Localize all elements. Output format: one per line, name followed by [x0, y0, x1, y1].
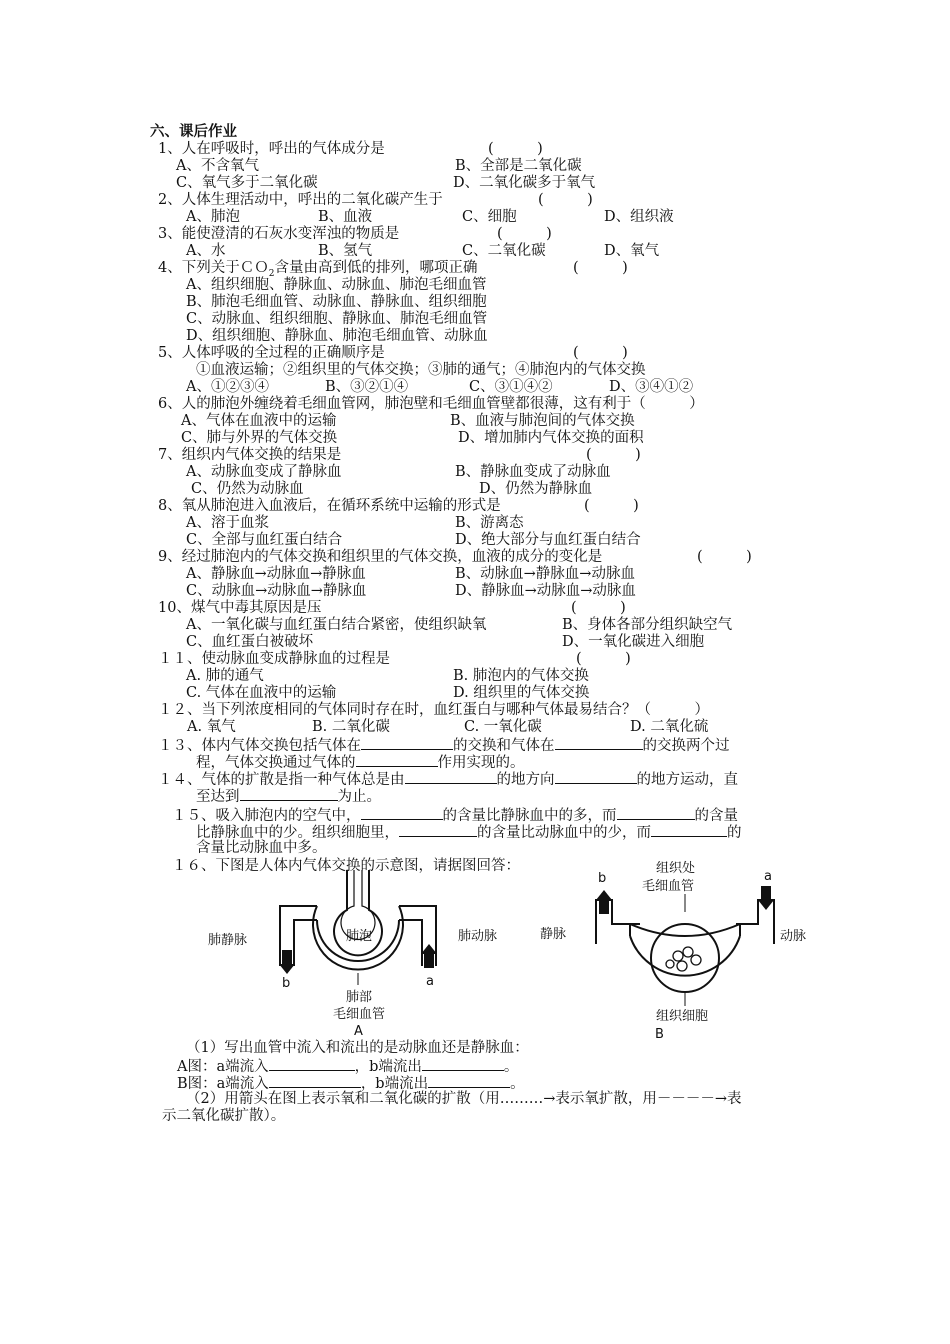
- q13-blank-3[interactable]: [356, 753, 438, 767]
- q2-answer-paren[interactable]: ( ): [538, 192, 593, 208]
- q1-option-b: B、全部是二氧化碳: [455, 158, 582, 174]
- q10-option-d: D、一氧化碳进入细胞: [562, 634, 705, 650]
- sub2-line2: 示二氧化碳扩散）。: [162, 1108, 286, 1124]
- q7-option-b: B、静脉血变成了动脉血: [455, 464, 611, 480]
- figb-label-tissue-cell: 组织细胞: [656, 1009, 709, 1024]
- q5-option-b: B、③②①④: [325, 379, 409, 395]
- figure-b-tissue-diagram: [540, 860, 830, 1040]
- q12-stem: １２、当下列浓度相同的气体同时存在时，血红蛋白与哪种气体最易结合？（ ）: [158, 702, 709, 718]
- q4-stem: 4、下列关于ＣＯ$_2$含量由高到低的排列，哪项正确: [158, 260, 478, 279]
- q9-option-c: C、动脉血→动脉血→静脉血: [186, 583, 367, 599]
- figb-label-vein: 静脉: [540, 927, 567, 942]
- q6-option-b: B、血液与肺泡间的气体交换: [450, 413, 635, 429]
- q7-stem: 7、组织内气体交换的结果是: [158, 447, 342, 463]
- b-arrow-down-icon: [279, 964, 295, 974]
- sub1-b-blank-in[interactable]: [269, 1074, 361, 1088]
- q1-option-d: D、二氧化碳多于氧气: [453, 175, 596, 191]
- figb-label-cap-line1: 组织处: [656, 861, 696, 876]
- q10-option-a: A、一氧化碳与血红蛋白结合紧密，使组织缺氧: [186, 617, 487, 633]
- q13-blank-2[interactable]: [555, 736, 643, 750]
- figa-label-cap-line2: 毛细血管: [333, 1007, 386, 1022]
- q5-items: ①血液运输；②组织里的气体交换；③肺的通气；④肺泡内的气体交换: [196, 362, 646, 378]
- q2-option-d: D、组织液: [604, 209, 674, 225]
- sub1-line-a: A图：a端流入 ，b端流出 。: [177, 1059, 519, 1075]
- q6-option-c: C、肺与外界的气体交换: [181, 430, 338, 446]
- q9-option-a: A、静脉血→动脉血→静脉血: [186, 566, 366, 582]
- q14-line1: １４、气体的扩散是指一种气体总是由 的地方向 的地方运动，直: [158, 772, 738, 788]
- q2-option-a: A、肺泡: [186, 209, 240, 225]
- q3-answer-paren[interactable]: ( ): [497, 226, 552, 242]
- figa-label-b: b: [282, 976, 291, 991]
- q11-option-d: D. 组织里的气体交换: [453, 685, 590, 701]
- q3-option-c: C、二氧化碳: [462, 243, 546, 259]
- q11-stem: １１、使动脉血变成静脉血的过程是: [158, 651, 390, 667]
- q9-option-d: D、静脉血→动脉血→动脉血: [455, 583, 636, 599]
- q2-option-b: B、血液: [318, 209, 373, 225]
- q8-option-d: D、绝大部分与血红蛋白结合: [455, 532, 641, 548]
- figa-label-pulmonary-vein: 肺静脉: [208, 933, 248, 948]
- a-arrow-bar: [761, 886, 771, 900]
- q11-answer-paren[interactable]: ( ): [576, 651, 631, 667]
- b-arrow-bar: [599, 900, 609, 914]
- q13-line1: １３、体内气体交换包括气体在 的交换和气体在 的交换两个过: [158, 738, 730, 754]
- a-arrow-up-icon: [421, 944, 437, 954]
- q14-line2: 至达到 为止。: [196, 789, 381, 805]
- q6-stem: 6、人的肺泡外缠绕着毛细血管网，肺泡壁和毛细血管壁都很薄，这有利于（ ）: [158, 396, 704, 412]
- q9-option-b: B、动脉血→静脉血→动脉血: [455, 566, 635, 582]
- figb-label-artery: 动脉: [780, 929, 807, 944]
- q6-option-a: A、气体在血液中的运输: [181, 413, 337, 429]
- q8-answer-paren[interactable]: ( ): [584, 498, 639, 514]
- q3-option-a: A、水: [186, 243, 226, 259]
- q6-option-d: D、增加肺内气体交换的面积: [458, 430, 644, 446]
- q3-stem: 3、能使澄清的石灰水变浑浊的物质是: [158, 226, 400, 242]
- q15-blank-4[interactable]: [651, 823, 727, 837]
- q7-option-d: D、仍然为静脉血: [479, 481, 593, 497]
- q10-stem: 10、煤气中毒其原因是压: [158, 600, 322, 616]
- sub1-b-blank-out[interactable]: [428, 1074, 510, 1088]
- figa-label-cap-line1: 肺部: [346, 990, 373, 1005]
- q3-option-d: D、氧气: [604, 243, 660, 259]
- b-arrow-up-icon: [596, 890, 612, 900]
- q9-stem: 9、经过肺泡内的气体交换和组织里的气体交换，血液的成分的变化是: [158, 549, 603, 565]
- q8-option-b: B、游离态: [455, 515, 524, 531]
- q12-option-a: A. 氧气: [187, 719, 236, 735]
- q12-option-b: B. 二氧化碳: [312, 719, 390, 735]
- figb-label-a: a: [764, 869, 772, 884]
- q8-option-a: A、溶于血浆: [186, 515, 269, 531]
- q9-answer-paren[interactable]: ( ): [697, 549, 752, 565]
- q15-line3: 含量比动脉血中多。: [196, 840, 327, 856]
- q3-option-b: B、氢气: [318, 243, 373, 259]
- q12-option-c: C. 一氧化碳: [464, 719, 542, 735]
- q12-option-d: D. 二氧化硫: [630, 719, 709, 735]
- q8-stem: 8、氧从肺泡进入血液后，在循环系统中运输的形式是: [158, 498, 501, 514]
- q1-option-c: C、氧气多于二氧化碳: [176, 175, 318, 191]
- q4-option-a: A、组织细胞、静脉血、动脉血、肺泡毛细血管: [186, 277, 487, 293]
- q5-option-c: C、③①④②: [469, 379, 553, 395]
- q11-option-a: A. 肺的通气: [186, 668, 264, 684]
- sub1-stem: （1）写出血管中流入和流出的是动脉血还是静脉血：: [186, 1040, 529, 1056]
- q14-blank-1[interactable]: [405, 770, 497, 784]
- q5-stem: 5、人体呼吸的全过程的正确顺序是: [158, 345, 385, 361]
- q7-option-a: A、动脉血变成了静脉血: [186, 464, 342, 480]
- q15-line2: 比静脉血中的少。组织细胞里， 的含量比动脉血中的少，而 的: [196, 825, 742, 841]
- b-arrow-bar: [282, 950, 292, 964]
- sub2-line1: （2）用箭头在图上表示氧和二氧化碳的扩散（用………→表示氧扩散，用－－－－→表: [186, 1091, 742, 1107]
- figb-caption: B: [655, 1027, 664, 1040]
- q5-option-a: A、①②③④: [186, 379, 269, 395]
- q5-answer-paren[interactable]: ( ): [573, 345, 628, 361]
- sub1-a-blank-out[interactable]: [422, 1057, 504, 1071]
- sub1-line-b: B图：a端流入 ，b端流出 。: [177, 1076, 525, 1092]
- a-arrow-bar: [424, 954, 434, 968]
- q14-blank-3[interactable]: [240, 787, 338, 801]
- q16-stem: １６、下图是人体内气体交换的示意图，请据图回答：: [172, 858, 520, 874]
- q14-blank-2[interactable]: [555, 770, 637, 784]
- q1-option-a: A、不含氧气: [176, 158, 259, 174]
- figb-label-cap-line2: 毛细血管: [642, 879, 695, 894]
- q15-blank-1[interactable]: [361, 806, 443, 820]
- q2-option-c: C、细胞: [462, 209, 517, 225]
- figure-a-alveolus-diagram: [200, 870, 530, 1040]
- q11-option-c: C. 气体在血液中的运输: [186, 685, 337, 701]
- q15-blank-3[interactable]: [399, 823, 477, 837]
- q15-line1: １５、吸入肺泡内的空气中， 的含量比静脉血中的多，而 的含量: [172, 808, 738, 824]
- figa-label-a: a: [426, 974, 434, 989]
- figa-label-alveolus: 肺泡: [346, 929, 373, 944]
- q1-answer-paren[interactable]: ( ): [488, 141, 543, 157]
- q10-option-c: C、血红蛋白被破坏: [186, 634, 314, 650]
- q4-subscript: 2: [268, 268, 275, 279]
- q13-line2: 程，气体交换通过气体的 作用实现的。: [196, 755, 525, 771]
- q8-option-c: C、全部与血红蛋白结合: [186, 532, 343, 548]
- q1-stem: 1、人在呼吸时，呼出的气体成分是: [158, 141, 385, 157]
- q7-option-c: C、仍然为动脉血: [191, 481, 304, 497]
- q10-answer-paren[interactable]: ( ): [571, 600, 626, 616]
- a-arrow-down-icon: [758, 900, 774, 910]
- q15-blank-2[interactable]: [617, 806, 695, 820]
- figa-caption: A: [354, 1024, 363, 1039]
- q4-answer-paren[interactable]: ( ): [573, 260, 628, 276]
- q4-option-c: C、动脉血、组织细胞、静脉血、肺泡毛细血管: [186, 311, 488, 327]
- figb-label-b: b: [598, 871, 607, 886]
- q7-answer-paren[interactable]: ( ): [586, 447, 641, 463]
- section-title: 六、课后作业: [150, 124, 237, 140]
- q2-stem: 2、人体生理活动中，呼出的二氧化碳产生于: [158, 192, 443, 208]
- q5-option-d: D、③④①②: [609, 379, 694, 395]
- sub1-a-blank-in[interactable]: [269, 1057, 355, 1071]
- q10-option-b: B、身体各部分组织缺空气: [562, 617, 733, 633]
- q4-option-d: D、组织细胞、静脉血、肺泡毛细血管、动脉血: [186, 328, 488, 344]
- figa-label-pulmonary-artery: 肺动脉: [458, 929, 498, 944]
- q13-blank-1[interactable]: [361, 736, 453, 750]
- q4-option-b: B、肺泡毛细血管、动脉血、静脉血、组织细胞: [186, 294, 487, 310]
- q11-option-b: B. 肺泡内的气体交换: [453, 668, 589, 684]
